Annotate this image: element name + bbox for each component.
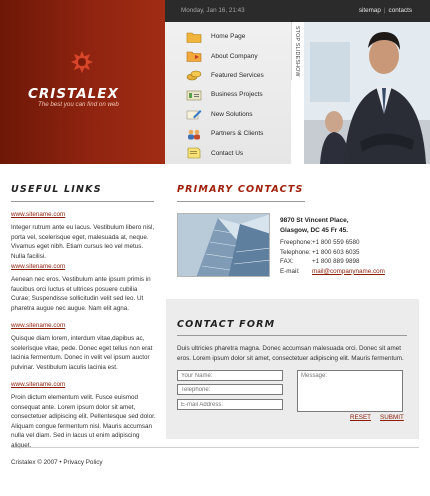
reset-button[interactable]: RESET <box>350 414 371 421</box>
primary-contacts-title: PRIMARY CONTACTS <box>177 184 304 195</box>
nav-label: Business Projects <box>211 91 263 99</box>
contact-form-title: CONTACT FORM <box>177 319 276 330</box>
stop-slideshow-button[interactable] <box>291 22 304 80</box>
phone-row <box>280 248 385 258</box>
contact-numbers <box>280 238 385 276</box>
useful-link-block <box>11 381 157 451</box>
nav-item-contact[interactable] <box>186 143 264 162</box>
useful-links-title: USEFUL LINKS <box>11 184 102 195</box>
nav-label: Home Page <box>211 33 246 41</box>
folder-icon <box>186 31 202 43</box>
footer-text: Cristalex © 2007 • Privacy Policy <box>11 459 103 466</box>
email-link[interactable]: mail@companyname.com <box>312 267 385 275</box>
phone-label: FAX: <box>280 258 294 266</box>
email-input[interactable] <box>177 399 283 410</box>
useful-link-text: Aenean nec eros. Vestibulum ante ipsum primis in faucibus orci luctus et ultrices posuere cubilia Curae; Suspendisse sollicitudin velit sed leo. Ut pharetra augue nec augue. Nam elit agna. <box>11 276 151 312</box>
useful-link-block <box>11 322 157 372</box>
phone-value: +1 800 559 6580 <box>312 239 360 246</box>
phone-row <box>280 238 385 248</box>
cristalex-logo-icon <box>68 48 96 76</box>
email-label: E-mail: <box>280 267 300 275</box>
brand-name: CRISTALEX <box>28 86 119 102</box>
useful-link-text: Proin dictum elementum velit. Fusce euismod consequat ante. Lorem ipsum dolor sit amet, consectetuer adipiscing elit. Pellentesque sed dolor. Aliquam congue fermentum nisl. Mauris accumsan nulla vel diam. Sed in lacus ut enim adipiscing aliquet. <box>11 394 156 449</box>
useful-link-block <box>11 211 157 261</box>
telephone-input[interactable] <box>177 384 283 395</box>
people-icon <box>186 128 202 140</box>
useful-link[interactable]: www.sitename.com <box>11 322 66 329</box>
address-line-1: 9870 St Vincent Place, <box>280 217 349 224</box>
current-date: Monday, Jan 16, 21:43 <box>181 7 245 14</box>
useful-link[interactable]: www.sitename.com <box>11 211 66 218</box>
phone-value: +1 800 603 6035 <box>312 248 360 256</box>
projects-icon <box>186 89 202 101</box>
nav-item-home[interactable] <box>186 27 264 46</box>
folder-arrow-icon <box>186 50 202 62</box>
useful-link-block <box>11 263 157 313</box>
nav-label: About Company <box>211 52 258 60</box>
top-bar <box>165 0 430 22</box>
nav-label: New Solutions <box>211 110 253 118</box>
useful-link[interactable]: www.sitename.com <box>11 381 66 388</box>
nav-item-about[interactable] <box>186 46 264 65</box>
useful-links-divider <box>11 201 154 202</box>
nav-item-projects[interactable] <box>186 85 264 104</box>
useful-link-text: Integer rutrum ante eu lacus. Vestibulum libero nisl, porta vel, scelerisque eget, malesuada at, neque. Vivamus eget nibh. Etiam cursus leo vel metus. Nulla facilisi. <box>11 224 155 260</box>
nav-item-solutions[interactable] <box>186 105 264 124</box>
businessman-image <box>304 22 430 164</box>
coins-icon <box>186 69 202 81</box>
building-image <box>177 213 270 277</box>
submit-button[interactable]: SUBMIT <box>380 414 404 421</box>
name-input[interactable] <box>177 370 283 381</box>
phone-label: Freephone: <box>280 239 313 246</box>
contact-form-intro: Duis ultricies pharetra magna. Donec accumsan malesuada orci. Donec sit amet eros. Lorem ipsum dolor sit amet, consectetuer adipiscing elit. Mauris fermentum. <box>177 345 404 362</box>
nav-label: Featured Services <box>211 71 264 79</box>
useful-link-text: Quisque diam lorem, interdum vitae,dapibus ac, scelerisque vitae, pede. Donec eget tellus non erat lacinia fermentum. Donec in velit vel ipsum auctor pulvinar. Vestibulum iaculis lacinia est. <box>11 335 153 371</box>
message-input[interactable] <box>297 370 403 412</box>
main-nav <box>186 27 264 163</box>
nav-label: Contact Us <box>211 149 244 157</box>
header-photo <box>304 22 430 164</box>
brand-tagline: The best you can find on web <box>38 101 119 108</box>
contacts-link[interactable]: contacts <box>388 7 412 14</box>
address-line-2: Glasgow, DC 45 Fr 45. <box>280 227 349 234</box>
contact-address <box>280 216 349 236</box>
nav-label: Partners & Clients <box>211 130 264 138</box>
header <box>0 0 430 164</box>
top-links-separator: | <box>383 7 386 14</box>
sitemap-link[interactable]: sitemap <box>358 7 381 14</box>
top-links <box>359 7 412 14</box>
stop-slideshow-label: STOP SLIDESHOW <box>294 26 300 77</box>
useful-link[interactable]: www.sitename.com <box>11 263 66 270</box>
footer-divider <box>11 447 419 448</box>
contact-form-divider <box>177 335 407 336</box>
phone-row <box>280 257 385 267</box>
phone-value: +1 800 889 9898 <box>312 258 360 266</box>
nav-item-services[interactable] <box>186 66 264 85</box>
phone-label: Telephone: <box>280 248 311 256</box>
note-icon <box>186 147 202 159</box>
primary-contacts-divider <box>177 201 305 202</box>
pencil-icon <box>186 108 202 120</box>
email-row <box>280 267 385 277</box>
nav-item-partners[interactable] <box>186 124 264 143</box>
brand-panel <box>0 0 165 164</box>
